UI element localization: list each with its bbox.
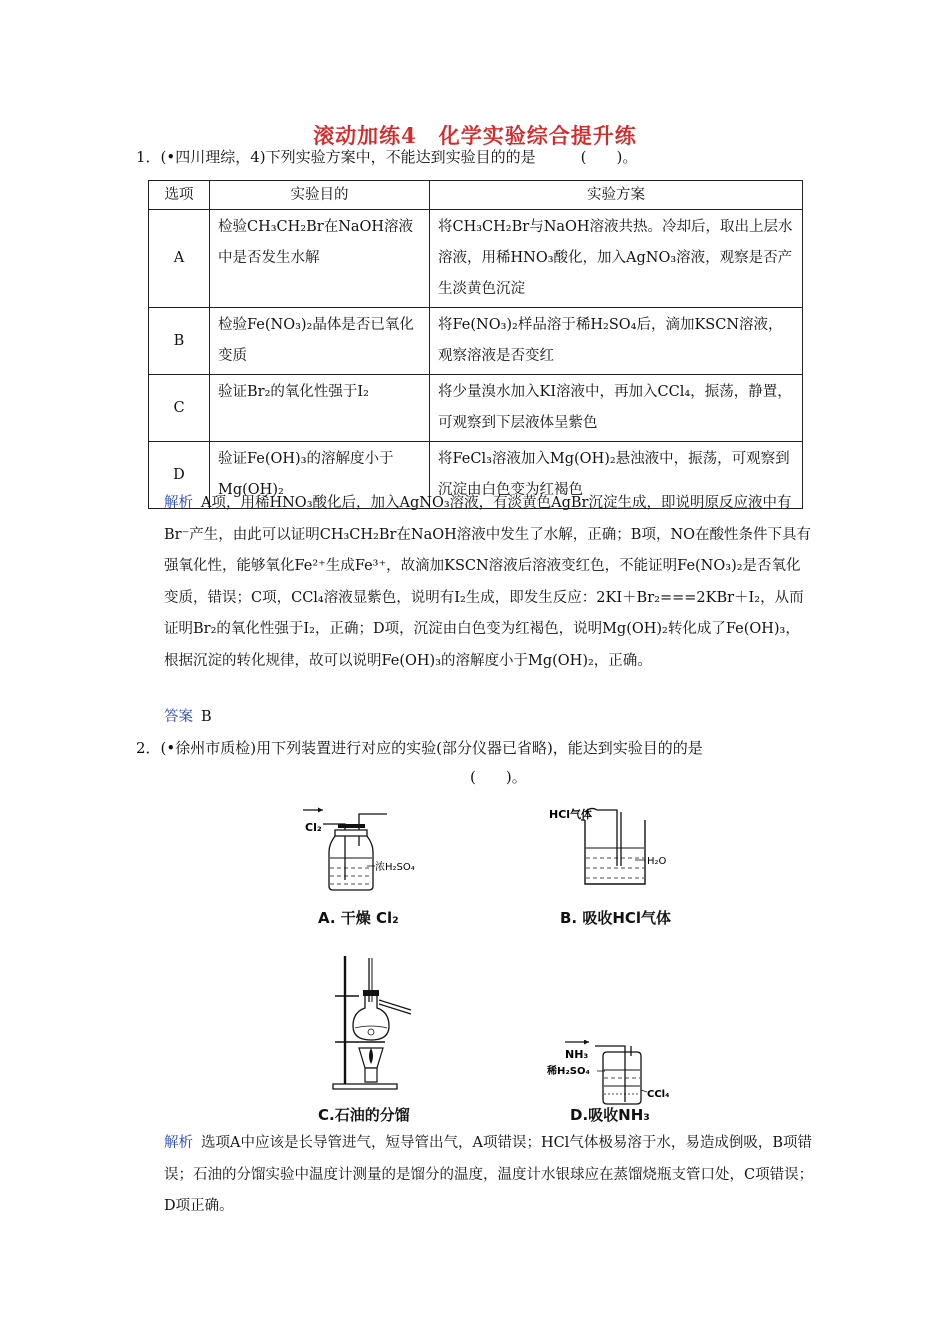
label-cl2: Cl₂ xyxy=(305,821,322,834)
table-header-cell: 实验方案 xyxy=(430,181,803,210)
label-ccl4: CCl₄ xyxy=(647,1089,670,1100)
analysis-label: 解析 xyxy=(164,1135,193,1151)
caption-a: A. 干燥 Cl₂ xyxy=(318,909,399,927)
table-header-cell: 实验目的 xyxy=(210,181,430,210)
plan-cell: 将CH₃CH₂Br与NaOH溶液共热。冷却后，取出上层水溶液，用稀HNO₃酸化，加入AgNO₃溶液，观察是否产生淡黄色沉淀 xyxy=(430,210,803,308)
purpose-cell: 检验Fe(NO₃)₂晶体是否已氧化变质 xyxy=(210,308,430,375)
figure-a-gas-washing-bottle xyxy=(295,800,445,900)
table-row xyxy=(149,375,803,442)
analysis-text: 选项A中应该是长导管进气，短导管出气，A项错误；HCl气体极易溶于水，易造成倒吸，B项错误；石油的分馏实验中温度计测量的是馏分的温度，温度计水银球应在蒸馏烧瓶支管口处，C项错误；D项正确。 xyxy=(164,1135,814,1214)
label-hcl-gas: HCl气体 xyxy=(549,808,593,821)
label-dilute-h2so4: 稀H₂SO₄ xyxy=(547,1066,590,1077)
option-cell: C xyxy=(149,375,210,442)
table-header-row xyxy=(149,181,803,210)
table-row xyxy=(149,210,803,308)
purpose-cell: 验证Br₂的氧化性强于I₂ xyxy=(210,375,430,442)
figure-c-distillation xyxy=(325,952,415,1102)
caption-b: B. 吸收HCl气体 xyxy=(560,909,672,927)
option-cell: A xyxy=(149,210,210,308)
experiment-table xyxy=(148,180,803,509)
plan-cell: 将Fe(NO₃)₂样品溶于稀H₂SO₄后，滴加KSCN溶液，观察溶液是否变红 xyxy=(430,308,803,375)
purpose-cell: 检验CH₃CH₂Br在NaOH溶液中是否发生水解 xyxy=(210,210,430,308)
option-cell: D xyxy=(149,442,210,509)
caption-c: C.石油的分馏 xyxy=(318,1106,410,1124)
plan-cell: 将少量溴水加入KI溶液中，再加入CCl₄，振荡，静置，可观察到下层液体呈紫色 xyxy=(430,375,803,442)
analysis-text: A项，用稀HNO₃酸化后，加入AgNO₃溶液，有淡黄色AgBr沉淀生成，即说明原反应液中有Br⁻产生，由此可以证明CH₃CH₂Br在NaOH溶液中发生了水解，正确；B项，NO在酸性条件下具有强氧化性，能够氧化Fe²⁺生成Fe³⁺，故滴加KSCN溶液后溶液变红色，不能证明Fe(NO₃)₂是否氧化变质，错误；C项，CCl₄溶液显紫色，说明有I₂生成，即发生反应：2KI＋Br₂===2KBr＋I₂，从而证明Br₂的氧化性强于I₂，正确；D项，沉淀由白色变为红褐色，说明Mg(OH)₂转化成了Fe(OH)₃，根据沉淀的转化规律，故可以说明Fe(OH)₃的溶解度小于Mg(OH)₂，正确。 xyxy=(164,495,812,669)
figure-b-beaker xyxy=(545,800,695,895)
caption-d: D.吸收NH₃ xyxy=(570,1106,650,1124)
question-1-stem: 1．(•四川理综，4)下列实验方案中，不能达到实验目的的是 ( )。 xyxy=(136,148,638,166)
purpose-cell: 验证Fe(OH)₃的溶解度小于Mg(OH)₂ xyxy=(210,442,430,509)
question-2-stem: 2．(•徐州市质检)用下列装置进行对应的实验(部分仪器已省略)，能达到实验目的的是 xyxy=(136,739,703,757)
page-title: 滚动加练4 化学实验综合提升练 xyxy=(313,123,637,148)
label-conc-h2so4: 浓H₂SO₄ xyxy=(375,862,415,873)
analysis-label: 解析 xyxy=(164,495,193,511)
question-2-analysis xyxy=(164,1128,814,1223)
question-2-blank: ( )。 xyxy=(470,768,527,786)
question-1-analysis xyxy=(164,488,814,677)
label-h2o: H₂O xyxy=(647,856,667,867)
answer-text: B xyxy=(201,709,212,725)
option-cell: B xyxy=(149,308,210,375)
figure-d-absorption-bottle xyxy=(545,1040,695,1110)
table-row xyxy=(149,308,803,375)
plan-cell: 将FeCl₃溶液加入Mg(OH)₂悬浊液中，振荡，可观察到沉淀由白色变为红褐色 xyxy=(430,442,803,509)
label-nh3: NH₃ xyxy=(565,1048,589,1061)
table-header-cell: 选项 xyxy=(149,181,210,210)
question-1-answer xyxy=(164,702,814,734)
answer-label: 答案 xyxy=(164,709,193,725)
